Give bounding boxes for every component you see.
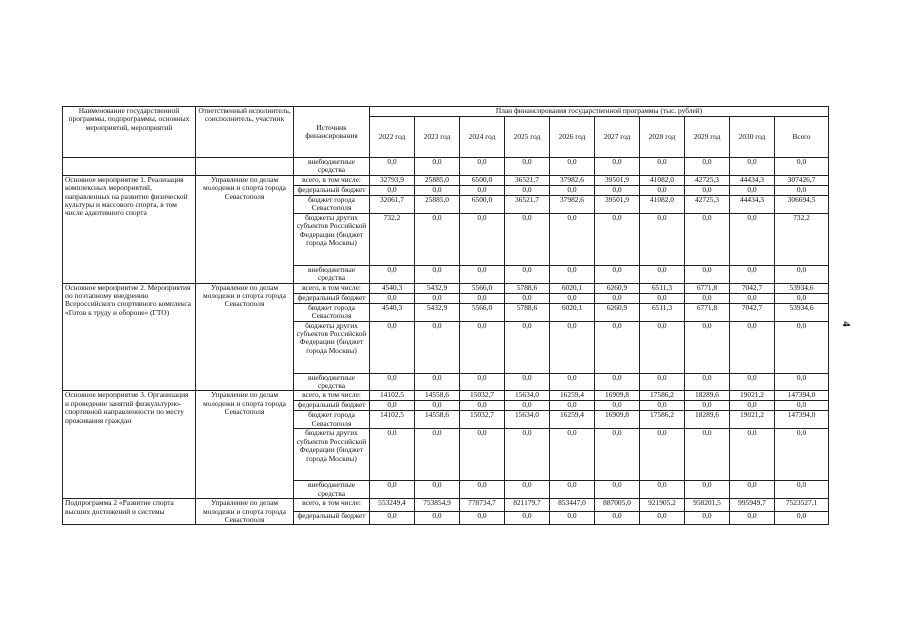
amount-cell: 16909,8 bbox=[595, 411, 640, 429]
amount-cell: 42725,3 bbox=[685, 175, 730, 185]
measure-name bbox=[63, 158, 196, 176]
amount-cell: 7042,7 bbox=[730, 283, 775, 293]
amount-cell: 0,0 bbox=[730, 213, 775, 265]
amount-cell: 39501,9 bbox=[595, 175, 640, 185]
amount-cell: 5566,0 bbox=[460, 303, 505, 321]
amount-cell: 0,0 bbox=[685, 158, 730, 176]
amount-cell: 0,0 bbox=[550, 321, 595, 373]
amount-cell: 0,0 bbox=[595, 321, 640, 373]
amount-cell: 41082,0 bbox=[640, 175, 685, 185]
funding-source: всего, в том числе: bbox=[294, 175, 370, 185]
amount-cell: 0,0 bbox=[685, 185, 730, 195]
amount-cell: 0,0 bbox=[550, 185, 595, 195]
amount-cell: 0,0 bbox=[415, 373, 460, 391]
amount-cell: 0,0 bbox=[415, 481, 460, 499]
amount-cell: 0,0 bbox=[460, 401, 505, 411]
amount-cell: 39501,9 bbox=[595, 195, 640, 213]
measure-name: Основное мероприятие 3. Организация и проведение занятий физкультурно-спортивной направленности по месту проживания граждан bbox=[63, 391, 196, 499]
table-row bbox=[63, 158, 829, 176]
amount-cell: 147394,0 bbox=[775, 411, 829, 429]
amount-cell: 5432,9 bbox=[415, 283, 460, 293]
amount-cell: 0,0 bbox=[775, 401, 829, 411]
amount-cell: 25885,0 bbox=[415, 195, 460, 213]
amount-cell: 16259,4 bbox=[550, 411, 595, 429]
amount-cell: 0,0 bbox=[505, 185, 550, 195]
header-plan-title: План финансирования государственной программы (тыс. рублей) bbox=[370, 107, 829, 117]
amount-cell: 0,0 bbox=[595, 213, 640, 265]
amount-cell: 0,0 bbox=[730, 321, 775, 373]
funding-source: внебюджетные средства bbox=[294, 481, 370, 499]
amount-cell: 0,0 bbox=[505, 401, 550, 411]
amount-cell: 14102,5 bbox=[370, 391, 415, 401]
amount-cell: 0,0 bbox=[775, 429, 829, 481]
amount-cell: 0,0 bbox=[595, 429, 640, 481]
header-year-7: 2029 год bbox=[685, 117, 730, 158]
amount-cell: 0,0 bbox=[685, 293, 730, 303]
amount-cell: 0,0 bbox=[595, 158, 640, 176]
amount-cell: 0,0 bbox=[685, 512, 730, 525]
amount-cell: 0,0 bbox=[730, 158, 775, 176]
amount-cell: 0,0 bbox=[550, 481, 595, 499]
amount-cell: 0,0 bbox=[640, 321, 685, 373]
amount-cell: 0,0 bbox=[595, 185, 640, 195]
funding-source: федеральный бюджет bbox=[294, 512, 370, 525]
amount-cell: 0,0 bbox=[415, 185, 460, 195]
amount-cell: 36521,7 bbox=[505, 175, 550, 185]
amount-cell: 0,0 bbox=[370, 158, 415, 176]
amount-cell: 6020,1 bbox=[550, 283, 595, 293]
amount-cell: 5432,9 bbox=[415, 303, 460, 321]
funding-source: всего, в том числе: bbox=[294, 391, 370, 401]
amount-cell: 6771,8 bbox=[685, 283, 730, 293]
amount-cell: 6260,9 bbox=[595, 283, 640, 293]
amount-cell: 0,0 bbox=[370, 481, 415, 499]
amount-cell: 0,0 bbox=[460, 293, 505, 303]
amount-cell: 36521,7 bbox=[505, 195, 550, 213]
amount-cell: 0,0 bbox=[505, 429, 550, 481]
amount-cell: 0,0 bbox=[505, 293, 550, 303]
funding-source: бюджеты других субъектов Российской Федерации (бюджет города Москвы) bbox=[294, 213, 370, 265]
funding-source: внебюджетные средства bbox=[294, 158, 370, 176]
amount-cell: 0,0 bbox=[595, 293, 640, 303]
amount-cell: 0,0 bbox=[775, 512, 829, 525]
amount-cell: 0,0 bbox=[370, 401, 415, 411]
amount-cell: 15634,0 bbox=[505, 391, 550, 401]
amount-cell: 0,0 bbox=[370, 373, 415, 391]
amount-cell: 0,0 bbox=[775, 265, 829, 283]
header-executor-column: Ответственный исполнитель, соисполнитель, участник bbox=[196, 107, 294, 158]
amount-cell: 958201,5 bbox=[685, 499, 730, 512]
amount-cell: 0,0 bbox=[640, 401, 685, 411]
amount-cell: 6500,0 bbox=[460, 175, 505, 185]
header-name-column: Наименование государственной программы, подпрограммы, основных мероприятий, мероприятий bbox=[63, 107, 196, 158]
amount-cell: 0,0 bbox=[640, 158, 685, 176]
header-source-column: Источник финансирования bbox=[294, 107, 370, 158]
amount-cell: 41082,0 bbox=[640, 195, 685, 213]
header-year-4: 2026 год bbox=[550, 117, 595, 158]
amount-cell: 0,0 bbox=[730, 429, 775, 481]
amount-cell: 18289,6 bbox=[685, 391, 730, 401]
amount-cell: 42725,3 bbox=[685, 195, 730, 213]
amount-cell: 0,0 bbox=[460, 213, 505, 265]
amount-cell: 0,0 bbox=[640, 293, 685, 303]
amount-cell: 0,0 bbox=[370, 185, 415, 195]
amount-cell: 0,0 bbox=[730, 265, 775, 283]
amount-cell: 44434,3 bbox=[730, 195, 775, 213]
table-row bbox=[63, 499, 829, 512]
amount-cell: 0,0 bbox=[460, 185, 505, 195]
amount-cell: 5566,0 bbox=[460, 283, 505, 293]
amount-cell: 753854,9 bbox=[415, 499, 460, 512]
amount-cell: 0,0 bbox=[640, 185, 685, 195]
executor: Управление по делам молодежи и спорта города Севастополя bbox=[196, 391, 294, 499]
amount-cell: 0,0 bbox=[730, 185, 775, 195]
amount-cell: 0,0 bbox=[370, 512, 415, 525]
amount-cell: 0,0 bbox=[415, 293, 460, 303]
amount-cell: 0,0 bbox=[505, 213, 550, 265]
amount-cell: 0,0 bbox=[775, 293, 829, 303]
amount-cell: 15032,7 bbox=[460, 411, 505, 429]
amount-cell: 6771,8 bbox=[685, 303, 730, 321]
amount-cell: 17586,2 bbox=[640, 411, 685, 429]
amount-cell: 0,0 bbox=[505, 158, 550, 176]
financing-table bbox=[62, 106, 829, 525]
amount-cell: 4540,3 bbox=[370, 303, 415, 321]
amount-cell: 16259,4 bbox=[550, 391, 595, 401]
amount-cell: 0,0 bbox=[640, 429, 685, 481]
amount-cell: 0,0 bbox=[505, 481, 550, 499]
amount-cell: 0,0 bbox=[460, 373, 505, 391]
amount-cell: 14102,5 bbox=[370, 411, 415, 429]
amount-cell: 6500,0 bbox=[460, 195, 505, 213]
amount-cell: 0,0 bbox=[685, 265, 730, 283]
amount-cell: 14558,6 bbox=[415, 411, 460, 429]
funding-source: внебюджетные средства bbox=[294, 265, 370, 283]
amount-cell: 0,0 bbox=[370, 321, 415, 373]
funding-source: внебюджетные средства bbox=[294, 373, 370, 391]
amount-cell: 0,0 bbox=[775, 158, 829, 176]
amount-cell: 0,0 bbox=[685, 373, 730, 391]
amount-cell: 307426,7 bbox=[775, 175, 829, 185]
amount-cell: 0,0 bbox=[370, 429, 415, 481]
amount-cell: 7042,7 bbox=[730, 303, 775, 321]
header-year-5: 2027 год bbox=[595, 117, 640, 158]
amount-cell: 0,0 bbox=[550, 293, 595, 303]
amount-cell: 6260,9 bbox=[595, 303, 640, 321]
funding-source: всего, в том числе: bbox=[294, 499, 370, 512]
amount-cell: 0,0 bbox=[730, 293, 775, 303]
amount-cell: 0,0 bbox=[460, 429, 505, 481]
funding-source: бюджет города Севастополя bbox=[294, 195, 370, 213]
amount-cell: 306694,5 bbox=[775, 195, 829, 213]
table-row bbox=[63, 175, 829, 185]
header-year-1: 2023 год bbox=[415, 117, 460, 158]
amount-cell: 887005,0 bbox=[595, 499, 640, 512]
amount-cell: 0,0 bbox=[595, 373, 640, 391]
amount-cell: 7523527,1 bbox=[775, 499, 829, 512]
amount-cell: 0,0 bbox=[730, 481, 775, 499]
amount-cell: 25885,0 bbox=[415, 175, 460, 185]
measure-name: Подпрограмма 2 «Развитие спорта высших достижений и системы bbox=[63, 499, 196, 525]
amount-cell: 0,0 bbox=[550, 158, 595, 176]
amount-cell: 0,0 bbox=[775, 481, 829, 499]
amount-cell: 6511,3 bbox=[640, 303, 685, 321]
header-year-9: Всего bbox=[775, 117, 829, 158]
amount-cell: 0,0 bbox=[595, 481, 640, 499]
amount-cell: 0,0 bbox=[640, 265, 685, 283]
amount-cell: 4540,3 bbox=[370, 283, 415, 293]
amount-cell: 778734,7 bbox=[460, 499, 505, 512]
amount-cell: 0,0 bbox=[415, 158, 460, 176]
amount-cell: 44434,3 bbox=[730, 175, 775, 185]
amount-cell: 0,0 bbox=[685, 213, 730, 265]
amount-cell: 0,0 bbox=[505, 512, 550, 525]
header-year-6: 2028 год bbox=[640, 117, 685, 158]
amount-cell: 995949,7 bbox=[730, 499, 775, 512]
amount-cell: 0,0 bbox=[505, 265, 550, 283]
executor bbox=[196, 158, 294, 176]
measure-name: Основное мероприятие 2. Мероприятия по поэтапному внедрению Всероссийского спортивного комплекса «Готов к труду и обороне» (ГТО) bbox=[63, 283, 196, 391]
amount-cell: 53934,6 bbox=[775, 303, 829, 321]
funding-source: федеральный бюджет bbox=[294, 185, 370, 195]
amount-cell: 5788,6 bbox=[505, 283, 550, 293]
amount-cell: 732,2 bbox=[370, 213, 415, 265]
amount-cell: 0,0 bbox=[460, 158, 505, 176]
measure-name: Основное мероприятие 1. Реализация комплексных мероприятий, направленных на развитие физической культуры и массового спорта, в том числе адаптивного спорта bbox=[63, 175, 196, 283]
amount-cell: 0,0 bbox=[595, 401, 640, 411]
amount-cell: 0,0 bbox=[460, 481, 505, 499]
amount-cell: 0,0 bbox=[550, 373, 595, 391]
amount-cell: 0,0 bbox=[415, 321, 460, 373]
amount-cell: 821179,7 bbox=[505, 499, 550, 512]
amount-cell: 0,0 bbox=[550, 512, 595, 525]
amount-cell: 0,0 bbox=[685, 321, 730, 373]
amount-cell: 0,0 bbox=[730, 401, 775, 411]
page-number: 4 bbox=[839, 321, 852, 327]
amount-cell: 732,2 bbox=[775, 213, 829, 265]
amount-cell: 0,0 bbox=[415, 265, 460, 283]
amount-cell: 5788,6 bbox=[505, 303, 550, 321]
amount-cell: 0,0 bbox=[685, 429, 730, 481]
amount-cell: 0,0 bbox=[775, 373, 829, 391]
executor: Управление по делам молодежи и спорта города Севастополя bbox=[196, 175, 294, 283]
amount-cell: 0,0 bbox=[685, 401, 730, 411]
funding-source: федеральный бюджет bbox=[294, 293, 370, 303]
amount-cell: 0,0 bbox=[640, 512, 685, 525]
funding-source: федеральный бюджет bbox=[294, 401, 370, 411]
amount-cell: 0,0 bbox=[415, 512, 460, 525]
amount-cell: 0,0 bbox=[595, 265, 640, 283]
amount-cell: 53934,6 bbox=[775, 283, 829, 293]
amount-cell: 17586,2 bbox=[640, 391, 685, 401]
amount-cell: 0,0 bbox=[505, 373, 550, 391]
table-row bbox=[63, 391, 829, 401]
amount-cell: 0,0 bbox=[415, 429, 460, 481]
amount-cell: 37982,6 bbox=[550, 175, 595, 185]
amount-cell: 0,0 bbox=[550, 213, 595, 265]
amount-cell: 0,0 bbox=[640, 481, 685, 499]
amount-cell: 0,0 bbox=[370, 265, 415, 283]
amount-cell: 14558,6 bbox=[415, 391, 460, 401]
amount-cell: 0,0 bbox=[415, 213, 460, 265]
amount-cell: 32061,7 bbox=[370, 195, 415, 213]
amount-cell: 0,0 bbox=[550, 401, 595, 411]
header-year-8: 2030 год bbox=[730, 117, 775, 158]
amount-cell: 0,0 bbox=[640, 373, 685, 391]
amount-cell: 15634,0 bbox=[505, 411, 550, 429]
amount-cell: 921905,2 bbox=[640, 499, 685, 512]
amount-cell: 0,0 bbox=[550, 429, 595, 481]
amount-cell: 19021,2 bbox=[730, 391, 775, 401]
amount-cell: 0,0 bbox=[640, 213, 685, 265]
table-row bbox=[63, 283, 829, 293]
amount-cell: 16909,8 bbox=[595, 391, 640, 401]
amount-cell: 0,0 bbox=[685, 481, 730, 499]
amount-cell: 147394,0 bbox=[775, 391, 829, 401]
amount-cell: 0,0 bbox=[460, 321, 505, 373]
amount-cell: 0,0 bbox=[775, 321, 829, 373]
amount-cell: 19021,2 bbox=[730, 411, 775, 429]
amount-cell: 0,0 bbox=[370, 293, 415, 303]
executor: Управление по делам молодежи и спорта города Севастополя bbox=[196, 499, 294, 525]
amount-cell: 0,0 bbox=[775, 185, 829, 195]
amount-cell: 37982,6 bbox=[550, 195, 595, 213]
header-year-2: 2024 год bbox=[460, 117, 505, 158]
amount-cell: 18289,6 bbox=[685, 411, 730, 429]
amount-cell: 0,0 bbox=[415, 401, 460, 411]
amount-cell: 15032,7 bbox=[460, 391, 505, 401]
amount-cell: 0,0 bbox=[460, 265, 505, 283]
funding-source: всего, в том числе: bbox=[294, 283, 370, 293]
amount-cell: 6511,3 bbox=[640, 283, 685, 293]
amount-cell: 0,0 bbox=[730, 512, 775, 525]
header-year-0: 2022 год bbox=[370, 117, 415, 158]
executor: Управление по делам молодежи и спорта города Севастополя bbox=[196, 283, 294, 391]
amount-cell: 0,0 bbox=[505, 321, 550, 373]
amount-cell: 6020,1 bbox=[550, 303, 595, 321]
funding-source: бюджет города Севастополя bbox=[294, 303, 370, 321]
amount-cell: 0,0 bbox=[550, 265, 595, 283]
funding-source: бюджеты других субъектов Российской Федерации (бюджет города Москвы) bbox=[294, 321, 370, 373]
header-year-3: 2025 год bbox=[505, 117, 550, 158]
amount-cell: 553249,4 bbox=[370, 499, 415, 512]
funding-source: бюджет города Севастополя bbox=[294, 411, 370, 429]
amount-cell: 32793,9 bbox=[370, 175, 415, 185]
funding-source: бюджеты других субъектов Российской Федерации (бюджет города Москвы) bbox=[294, 429, 370, 481]
amount-cell: 0,0 bbox=[595, 512, 640, 525]
amount-cell: 0,0 bbox=[460, 512, 505, 525]
amount-cell: 0,0 bbox=[730, 373, 775, 391]
amount-cell: 853447,0 bbox=[550, 499, 595, 512]
